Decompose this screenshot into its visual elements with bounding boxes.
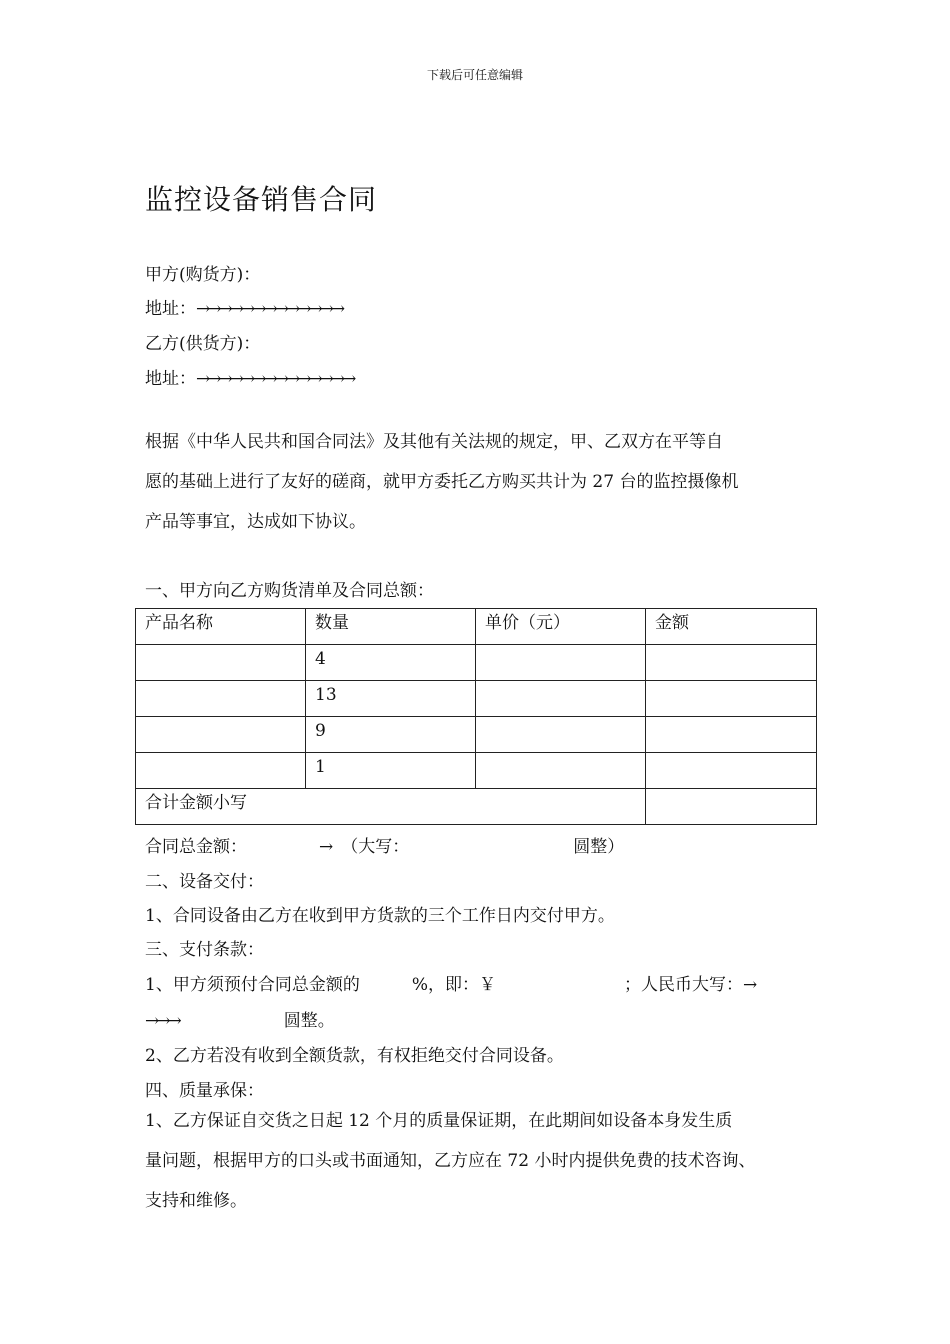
prepay-prefix: 1、甲方须预付合同总金额的 bbox=[145, 975, 360, 995]
prepay-rmb-capital: ；人民币大写：→ bbox=[623, 975, 758, 995]
table-row bbox=[136, 753, 817, 789]
section-2-item-1: 1、合同设备由乙方在收到甲方货款的三个工作日内交付甲方。 bbox=[145, 906, 615, 926]
table-cell: 4 bbox=[306, 645, 476, 681]
section-3-item-1-cont bbox=[145, 1006, 335, 1031]
table-row bbox=[136, 645, 817, 681]
section-3-heading: 三、支付条款： bbox=[145, 940, 264, 960]
section-2-heading: 二、设备交付： bbox=[145, 872, 264, 892]
section-4-heading: 四、质量承保： bbox=[145, 1081, 264, 1101]
intro-paragraph bbox=[145, 422, 815, 542]
party-b-address-label: 地址： bbox=[145, 369, 196, 389]
table-cell bbox=[136, 645, 306, 681]
table-cell bbox=[646, 717, 817, 753]
table-cell bbox=[646, 753, 817, 789]
intro-line-2: 愿的基础上进行了友好的磋商，就甲方委托乙方购买共计为 27 台的监控摄像机 bbox=[145, 472, 739, 492]
table-cell bbox=[136, 753, 306, 789]
prepay-percent: %，即：￥ bbox=[411, 975, 496, 995]
party-a-address-label: 地址： bbox=[145, 299, 196, 319]
total-label-cell: 合计金额小写 bbox=[136, 789, 646, 825]
prepay-arrows: →→→ bbox=[145, 1011, 179, 1031]
party-b-address-arrows: →→→→→→→→→→→→→→ bbox=[196, 369, 354, 389]
table-row bbox=[136, 681, 817, 717]
table-cell bbox=[136, 717, 306, 753]
table-header-cell: 金额 bbox=[646, 609, 817, 645]
party-a-address-arrows: →→→→→→→→→→→→→ bbox=[196, 299, 343, 319]
capital-suffix: 圆整） bbox=[573, 837, 625, 857]
table-cell: 13 bbox=[306, 681, 476, 717]
table-cell bbox=[646, 645, 817, 681]
header-note: 下载后可任意编辑 bbox=[426, 68, 523, 82]
intro-line-3: 产品等事宜，达成如下协议。 bbox=[145, 512, 366, 532]
section-4-item-1 bbox=[145, 1101, 815, 1221]
contract-total-arrow: → bbox=[319, 837, 334, 857]
table-cell bbox=[476, 717, 646, 753]
table-header-cell: 数量 bbox=[306, 609, 476, 645]
party-b-label: 乙方(供货方)： bbox=[145, 334, 261, 354]
warranty-line-1: 1、乙方保证自交货之日起 12 个月的质量保证期，在此期间如设备本身发生质 bbox=[145, 1111, 733, 1131]
table-cell bbox=[646, 681, 817, 717]
contract-title: 监控设备销售合同 bbox=[145, 183, 378, 216]
table-header-cell: 单价（元） bbox=[476, 609, 646, 645]
goods-table bbox=[135, 608, 817, 825]
party-b-address bbox=[145, 364, 353, 389]
table-header-row bbox=[136, 609, 817, 645]
table-cell bbox=[476, 645, 646, 681]
warranty-line-2: 量问题，根据甲方的口头或书面通知，乙方应在 72 小时内提供免费的技术咨询、 bbox=[145, 1151, 756, 1171]
warranty-line-3: 支持和维修。 bbox=[145, 1191, 247, 1211]
table-cell bbox=[476, 753, 646, 789]
section-3-item-1 bbox=[145, 970, 757, 995]
table-cell: 1 bbox=[306, 753, 476, 789]
table-total-row bbox=[136, 789, 817, 825]
intro-line-1: 根据《中华人民共和国合同法》及其他有关法规的规定，甲、乙双方在平等自 bbox=[145, 432, 723, 452]
contract-total-line bbox=[145, 832, 624, 857]
table-cell bbox=[476, 681, 646, 717]
section-3-item-2: 2、乙方若没有收到全额货款，有权拒绝交付合同设备。 bbox=[145, 1046, 564, 1066]
total-value-cell bbox=[646, 789, 817, 825]
party-a-address bbox=[145, 294, 342, 319]
table-header-cell: 产品名称 bbox=[136, 609, 306, 645]
table-cell: 9 bbox=[306, 717, 476, 753]
capital-label: （大写： bbox=[341, 837, 410, 857]
party-a-label: 甲方(购货方)： bbox=[145, 265, 261, 285]
section-1-heading: 一、甲方向乙方购货清单及合同总额： bbox=[145, 581, 434, 601]
prepay-suffix: 圆整。 bbox=[283, 1011, 335, 1031]
table-row bbox=[136, 717, 817, 753]
contract-total-label: 合同总金额： bbox=[145, 837, 247, 857]
table-cell bbox=[136, 681, 306, 717]
